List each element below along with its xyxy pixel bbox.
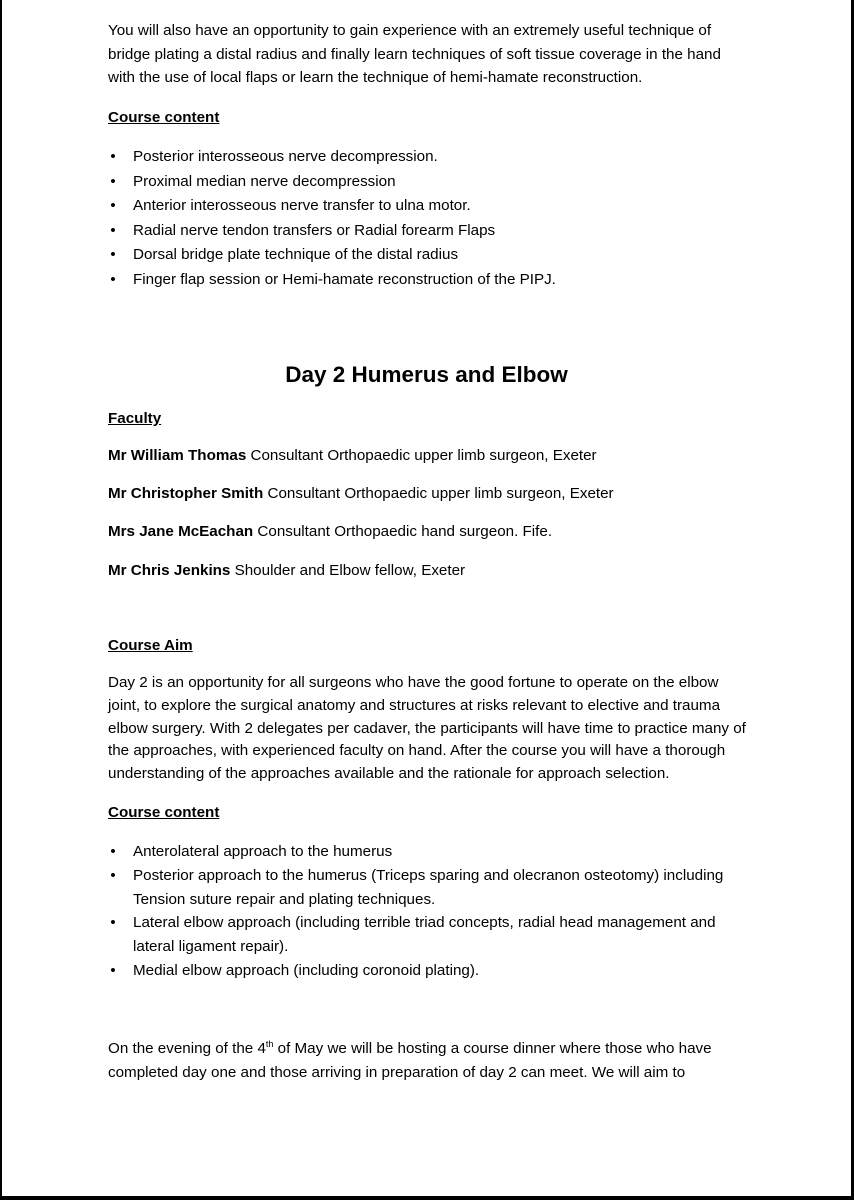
aim-line: the approaches, with experienced faculty on hand. After the course you will have a thorough xyxy=(108,742,726,760)
bullet-icon: • xyxy=(110,270,116,288)
list-item xyxy=(108,194,556,219)
bullet-icon: • xyxy=(110,843,116,860)
list-item xyxy=(108,243,556,268)
list-item-label: Anterior interosseous nerve transfer to ulna motor. xyxy=(133,197,471,215)
faculty-name: Mr Christopher Smith xyxy=(108,485,264,502)
intro-line: with the use of local flaps or learn the technique of hemi-hamate reconstruction. xyxy=(108,69,643,87)
list-item xyxy=(108,959,723,983)
aim-line: elbow surgery. With 2 delegates per cadaver, the participants will have time to practice many of xyxy=(108,719,746,737)
faculty-name: Mr Chris Jenkins xyxy=(108,562,231,579)
list-item-label: Finger flap session or Hemi-hamate reconstruction of the PIPJ. xyxy=(133,270,556,288)
list-item xyxy=(108,864,723,912)
aim-line: joint, to explore the surgical anatomy and structures at risks relevant to elective and trauma xyxy=(108,696,721,714)
dinner-paragraph xyxy=(108,1037,758,1084)
list-item xyxy=(108,268,556,293)
day2-course-content-heading: Course content xyxy=(108,804,220,821)
intro-paragraph xyxy=(108,19,758,90)
faculty-role: Consultant Orthopaedic upper limb surgeon, Exeter xyxy=(263,485,614,502)
bullet-icon: • xyxy=(110,221,116,239)
aim-line: Day 2 is an opportunity for all surgeons who have the good fortune to operate on the elbow xyxy=(108,674,719,691)
faculty-member xyxy=(108,446,597,466)
list-item-label: Radial nerve tendon transfers or Radial forearm Flaps xyxy=(133,221,496,239)
bullet-icon: • xyxy=(110,914,116,932)
faculty-role: Shoulder and Elbow fellow, Exeter xyxy=(230,562,466,579)
course-aim-heading: Course Aim xyxy=(108,637,193,654)
aim-line: understanding of the approaches available and the rationale for approach selection. xyxy=(108,765,670,783)
day1-course-content-list xyxy=(108,145,556,293)
bullet-icon: • xyxy=(110,172,116,190)
dinner-line-start: On the evening of the 4 xyxy=(108,1040,266,1057)
faculty-member xyxy=(108,561,465,581)
faculty-name: Mr William Thomas xyxy=(108,447,247,464)
document-page xyxy=(2,0,851,1196)
list-item xyxy=(108,840,723,864)
ordinal-suffix: th xyxy=(265,1039,274,1049)
intro-line: You will also have an opportunity to gain experience with an extremely useful technique of xyxy=(108,22,712,39)
list-item xyxy=(108,145,556,170)
day2-course-content-list xyxy=(108,840,723,983)
day2-title: Day 2 Humerus and Elbow xyxy=(285,362,568,387)
day1-course-content-heading: Course content xyxy=(108,109,220,126)
faculty-member xyxy=(108,484,614,504)
list-item-label: Posterior approach to the humerus (Triceps sparing and olecranon osteotomy) including xyxy=(133,866,724,884)
list-item-label: Dorsal bridge plate technique of the distal radius xyxy=(133,246,459,264)
bullet-icon: • xyxy=(110,148,116,165)
list-item-label: Proximal median nerve decompression xyxy=(133,172,396,190)
list-item-label: Lateral elbow approach (including terrible triad concepts, radial head management and xyxy=(133,914,716,932)
faculty-role: Consultant Orthopaedic hand surgeon. Fife. xyxy=(253,523,553,540)
dinner-line: completed day one and those arriving in preparation of day 2 can meet. We will aim to xyxy=(108,1063,686,1081)
list-item xyxy=(108,170,556,195)
list-item-label-continued: Tension suture repair and plating techniques. xyxy=(133,890,436,908)
faculty-heading: Faculty xyxy=(108,410,162,427)
bullet-icon: • xyxy=(110,961,116,979)
dinner-line xyxy=(108,1037,758,1061)
faculty-role: Consultant Orthopaedic upper limb surgeon, Exeter xyxy=(246,447,597,464)
intro-line: bridge plating a distal radius and finally learn techniques of soft tissue coverage in the hand xyxy=(108,45,721,63)
list-item-label: Posterior interosseous nerve decompression. xyxy=(133,148,438,165)
list-item xyxy=(108,911,723,959)
faculty-member xyxy=(108,522,552,542)
list-item-label-continued: lateral ligament repair). xyxy=(133,938,289,956)
bullet-icon: • xyxy=(110,866,116,884)
list-item-label: Medial elbow approach (including coronoid plating). xyxy=(133,961,480,979)
bullet-icon: • xyxy=(110,197,116,215)
course-aim-paragraph xyxy=(108,672,758,786)
dinner-line-end: of May we will be hosting a course dinner where those who have xyxy=(273,1040,712,1057)
faculty-name: Mrs Jane McEachan xyxy=(108,523,254,540)
list-item xyxy=(108,219,556,244)
list-item-label: Anterolateral approach to the humerus xyxy=(133,843,393,860)
bullet-icon: • xyxy=(110,246,116,264)
